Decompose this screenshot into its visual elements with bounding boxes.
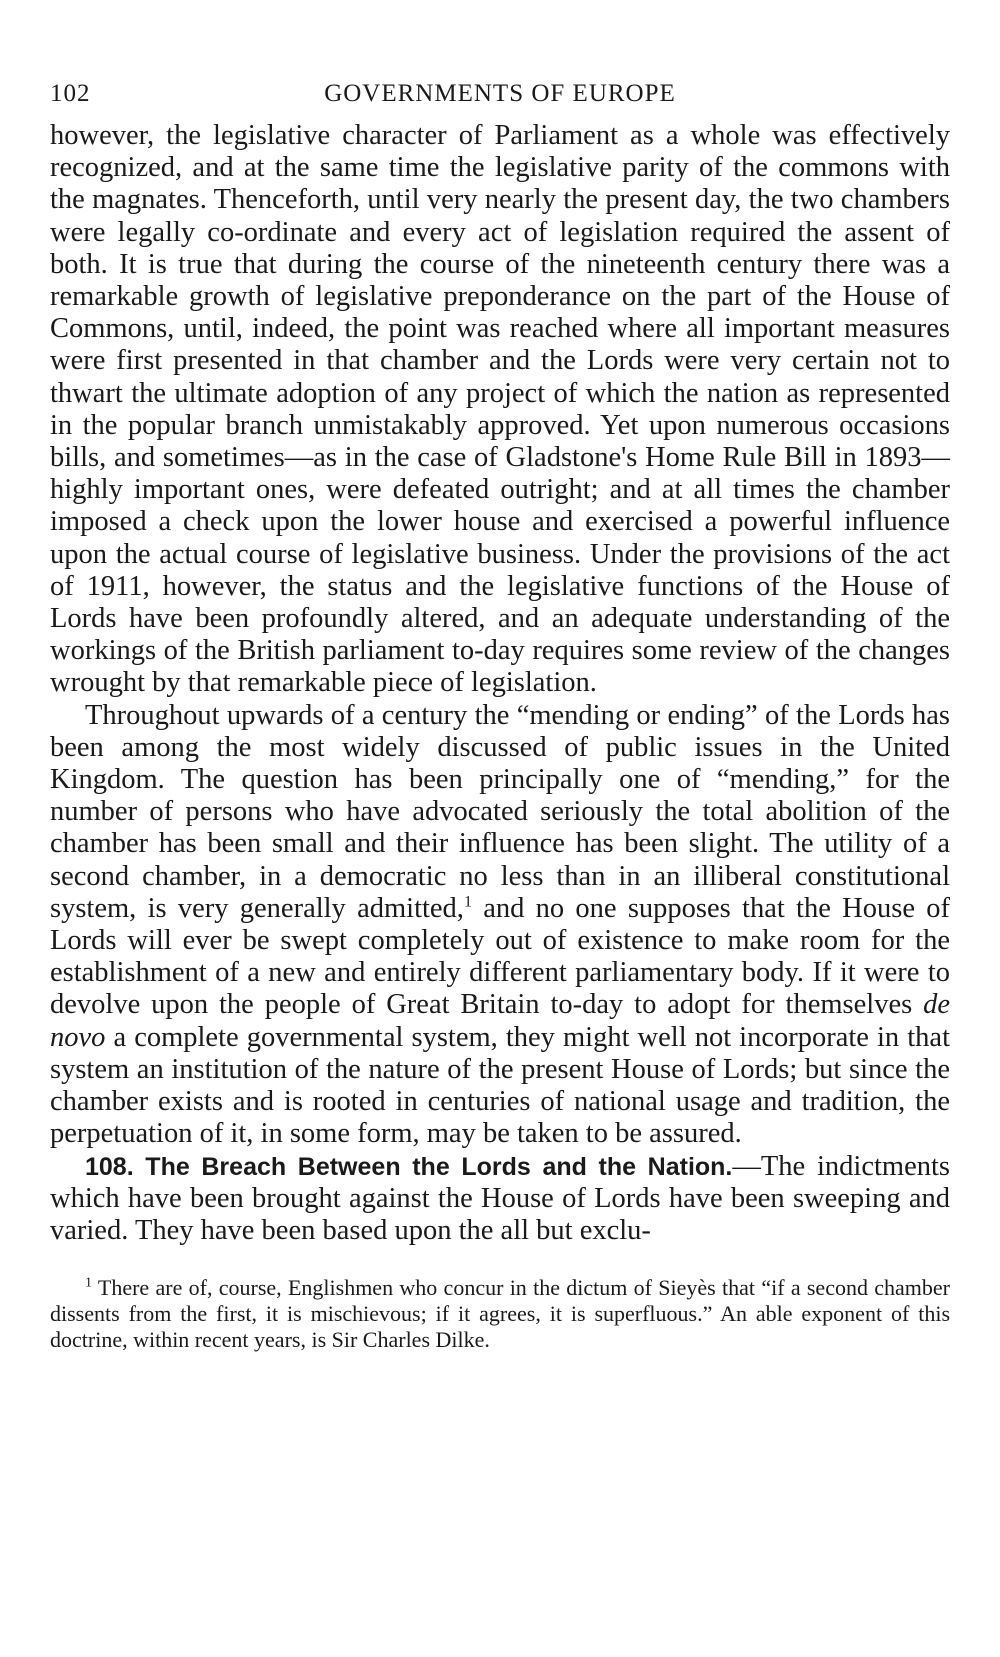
footnote-reference[interactable]: 1 bbox=[463, 893, 472, 911]
body-text bbox=[50, 120, 950, 1247]
footnote-text: There are of, course, Englishmen who concur in the dictum of Sieyès that “if a second chamber dissents from the first, it is mischievous; if it agrees, it is superfluous.” An able exponent of this doctrine, within recent years, is Sir Charles Dilke. bbox=[50, 1275, 950, 1353]
paragraph-3-text: —The indictments which have been brought against the House of Lords have been sweeping and varied. They have been based upon the all but exclu- bbox=[50, 1150, 950, 1246]
paragraph-2-text-b: and no one supposes that the House of Lords will ever be swept completely out of existence to make room for the establishment of a new and entirely different parliamentary body. If it were to devolve upon the people of Great Britain to-day to adopt for themselves bbox=[50, 892, 950, 1021]
paragraph-2-text-a: Throughout upwards of a century the “mending or ending” of the Lords has been among the most widely discussed of public issues in the United Kingdom. The question has been principally one of “mending,” for the number of persons who have advocated seriously the total abolition of the chamber has been small and their influence has been slight. The utility of a second chamber, in a democratic no less than in an illiberal constitutional system, is very generally admitted, bbox=[50, 699, 950, 924]
paragraph-3 bbox=[50, 1151, 950, 1248]
paragraph-2 bbox=[50, 700, 950, 1151]
italic-phrase: de novo bbox=[50, 989, 950, 1053]
section-heading: 108. The Breach Between the Lords and the Nation. bbox=[85, 1152, 733, 1181]
paragraph-1 bbox=[50, 120, 950, 700]
footnote-mark: 1 bbox=[85, 1275, 92, 1291]
paragraph-1-text: however, the legislative character of Parliament as a whole was effectively recognized, and at the same time the legislative parity of the commons with the magnates. Thenceforth, until very nearly the present day, the two chambers were legally co-ordinate and every act of legislation required the assent of both. It is true that during the course of the nineteenth century there was a remarkable growth of legislative preponderance on the part of the House of Commons, until, indeed, the point was reached where all important measures were first presented in that chamber and the Lords were very certain not to thwart the ultimate adoption of any project of which the nation as represented in the popular branch unmistakably approved. Yet upon numerous occasions bills, and sometimes—as in the case of Gladstone's Home Rule Bill in 1893—highly important ones, were defeated outright; and at all times the chamber imposed a check upon the lower house and exercised a powerful influence upon the actual course of legislative business. Under the provisions of the act of 1911, however, the status and the legislative functions of the House of Lords have been profoundly altered, and an adequate understanding of the workings of the British parliament to-day requires some review of the changes wrought by that remarkable piece of legislation. bbox=[50, 120, 950, 699]
page-number: 102 bbox=[50, 80, 91, 107]
footnote bbox=[50, 1275, 950, 1353]
running-head bbox=[50, 70, 950, 110]
paragraph-2-text-c: a complete governmental system, they might well not incorporate in that system an institution of the nature of the present House of Lords; but since the chamber exists and is rooted in centuries of national usage and tradition, the perpetuation of it, in some form, may be taken to be assured. bbox=[50, 1021, 950, 1150]
running-title: GOVERNMENTS OF EUROPE bbox=[324, 80, 676, 107]
book-page bbox=[50, 70, 950, 1353]
